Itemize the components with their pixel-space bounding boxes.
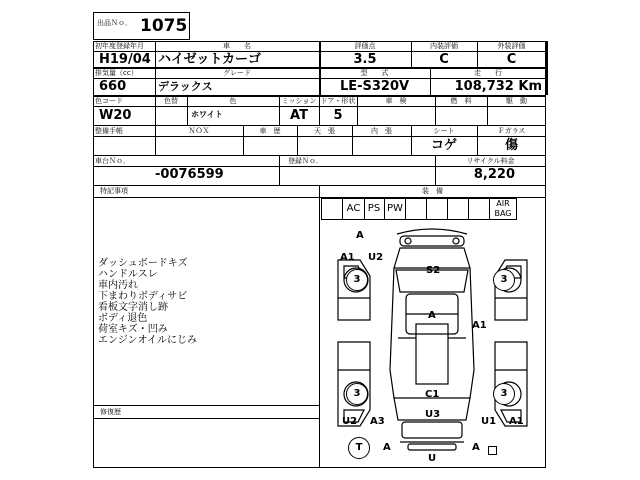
displacement-label: 排気量（cc） [95, 69, 138, 77]
lot-number-label: 出品Ｎｏ． [97, 19, 132, 27]
service-manual-label: 整備手帳 [95, 127, 123, 135]
score-label: 評価点 [354, 42, 376, 50]
mark-left-rear-wheel: 3 [346, 383, 368, 405]
first-reg-label: 初年度登録年月 [95, 42, 144, 50]
equip-cell-airbag: AIR BAG [494, 199, 512, 218]
exterior-grade-value: C [506, 52, 517, 67]
mark-roof: S2 [426, 265, 441, 276]
equip-cell [406, 199, 427, 219]
mark-rear-a1: A [383, 442, 391, 453]
equipment-strip [321, 198, 517, 220]
exterior-grade-label: 外装評価 [497, 42, 526, 50]
mark-left-front-wheel: 3 [346, 269, 368, 291]
equip-cell: PS [364, 199, 385, 219]
note-item: 看板文字消し跡 [98, 302, 168, 313]
note-item: ダッシュボードキズ [98, 258, 188, 269]
mark-right-mid: A1 [472, 320, 487, 331]
color-code-label: 色コード [95, 97, 123, 105]
color-label: 色 [229, 97, 237, 105]
grade-value: デラックス [158, 80, 213, 93]
equip-cell [448, 199, 469, 219]
interior-grade-label: 内装評価 [430, 42, 458, 50]
first-reg-value: H19/04 [99, 52, 151, 67]
equipment-label: 装 備 [422, 187, 443, 195]
mark-rear-u: U [428, 453, 437, 464]
mark-rear-door: U3 [425, 409, 441, 420]
nox-label: ＮＯＸ [188, 127, 210, 135]
chassis-label: 車台Ｎｏ． [95, 157, 130, 165]
displacement-value: 660 [99, 79, 127, 94]
mark-center: A [428, 310, 436, 321]
mark-rear-right-u: U1 [481, 416, 497, 427]
note-item: 車内汚れ [98, 280, 138, 291]
mark-front-left2: U2 [368, 252, 384, 263]
grade-label: グレード [223, 69, 251, 77]
recycle-fee-value: 8,220 [473, 167, 515, 182]
color-code-value: W20 [99, 108, 132, 123]
doors-value: 5 [333, 108, 343, 123]
equip-cell: PW [385, 199, 406, 219]
note-item: 荷室キズ・凹み [98, 324, 168, 335]
mark-front-left: A1 [340, 252, 355, 263]
equip-cell [427, 199, 448, 219]
model-label: 型 式 [360, 69, 389, 77]
mark-rear-t: T [348, 437, 370, 459]
mark-rear-floor: C1 [425, 389, 440, 400]
color-change-label: 色替 [164, 97, 178, 105]
equip-cell [469, 199, 490, 219]
seat-label: シート [433, 127, 455, 135]
note-item: 下まわりボディサビ [98, 291, 188, 302]
chassis-value: -0076599 [155, 167, 224, 182]
car-name-label: 車 名 [223, 42, 251, 50]
note-item: ハンドルスレ [98, 269, 158, 280]
mark-right-front-wheel: 3 [493, 269, 515, 291]
mark-rear-left-u: U2 [342, 416, 358, 427]
color-value: ホワイト [191, 110, 223, 119]
note-item: エンジンオイルにじみ [98, 335, 197, 346]
mileage-value: 108,732 Km [454, 79, 542, 94]
roof-lining-label: 天 張 [314, 127, 335, 135]
interior-lining-label: 内 張 [371, 127, 392, 135]
mark-rear-right-a: A1 [509, 416, 524, 427]
front-glass-label: Ｆガラス [497, 127, 526, 135]
interior-grade-value: C [439, 52, 449, 67]
front-glass-value: 傷 [504, 138, 518, 153]
mark-front: A [356, 230, 364, 241]
mission-value: AT [290, 108, 308, 123]
mark-rear-left-a: A3 [370, 416, 385, 427]
history-label: 車 歴 [259, 127, 281, 135]
car-name-value: ハイゼットカーゴ [158, 52, 261, 67]
repair-history-label: 修復歴 [100, 408, 121, 416]
inspection-label: 車 検 [385, 97, 407, 105]
mileage-label: 走 行 [474, 69, 502, 77]
rear-bumper-square [488, 446, 497, 455]
mission-label: ミッション [281, 97, 317, 105]
mark-rear-a2: A [472, 442, 480, 453]
note-item: ボディ退色 [98, 313, 148, 324]
fuel-label: 燃 料 [450, 97, 472, 105]
lot-number: 1075 [140, 16, 188, 36]
score-value: 3.5 [353, 52, 377, 67]
equip-cell: AC [342, 199, 365, 219]
mark-right-rear-wheel: 3 [493, 383, 515, 405]
doors-label: ドア・形状 [320, 97, 356, 105]
lot-number-box [93, 12, 190, 40]
seat-value: コゲ [430, 138, 457, 153]
model-value: LE-S320V [339, 79, 410, 94]
registration-label: 登録Ｎｏ． [288, 157, 323, 165]
recycle-fee-label: リサイクル料金 [466, 157, 515, 165]
special-notes-label: 特記事項 [100, 187, 128, 195]
drive-label: 駆 動 [506, 97, 527, 105]
